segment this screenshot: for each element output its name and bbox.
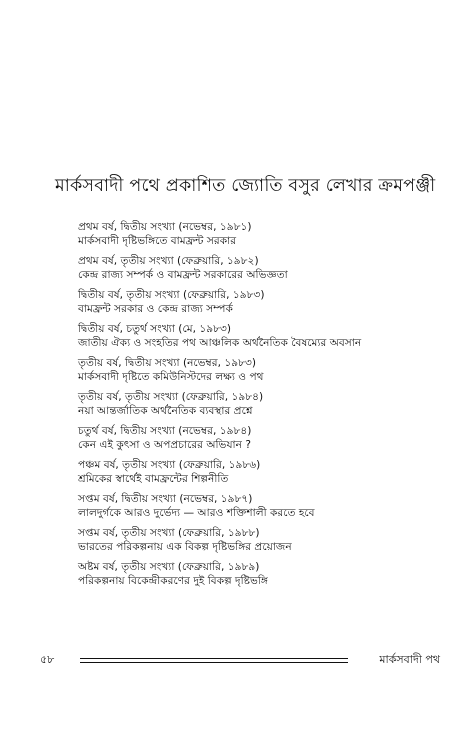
entry-issue: দ্বিতীয় বর্ষ, চতুর্থ সংখ্যা (মে, ১৯৮৩) <box>78 323 231 335</box>
list-item <box>78 356 438 390</box>
entry-title: শ্রমিকের স্বার্থেই বামফ্রন্টের শিল্পনীতি <box>78 473 229 485</box>
list-item <box>78 288 438 322</box>
list-item <box>78 560 438 594</box>
list-item <box>78 424 438 458</box>
list-item <box>78 322 438 356</box>
entry-issue: সপ্তম বর্ষ, তৃতীয় সংখ্যা (ফেব্রুয়ারি, ১৯৮৮) <box>78 527 260 539</box>
bibliography-list <box>78 220 438 594</box>
footer-publication-name: মার্কসবাদী পথ <box>379 653 440 666</box>
entry-title: জাতীয় ঐক্য ও সংহতির পথ আঞ্চলিক অর্থনৈতিক বৈষম্যের অবসান <box>78 337 362 349</box>
entry-title: পরিকল্পনায় বিকেন্দ্রীকরণের দুই বিকল্প দৃষ্টিভঙ্গি <box>78 575 268 587</box>
footer-rule <box>80 658 348 663</box>
list-item <box>78 254 438 288</box>
entry-title: লালদুর্গকে আরও দুর্ভেদ্য — আরও শক্তিশালী করতে হবে <box>78 507 315 519</box>
entry-issue: অষ্টম বর্ষ, তৃতীয় সংখ্যা (ফেব্রুয়ারি, ১৯৮৯) <box>78 561 260 573</box>
entry-issue: প্রথম বর্ষ, দ্বিতীয় সংখ্যা (নভেম্বর, ১৯৮১) <box>78 221 252 233</box>
entry-title: মার্কসবাদী দৃষ্টিতে কমিউনিস্টদের লক্ষ্য ও পথ <box>78 371 264 383</box>
entry-title: কেন্দ্র রাজ্য সম্পর্ক ও বামফ্রন্ট সরকারের অভিজ্ঞতা <box>78 269 288 281</box>
entry-issue: সপ্তম বর্ষ, দ্বিতীয় সংখ্যা (নভেম্বর, ১৯৮৭) <box>78 493 253 505</box>
entry-issue: দ্বিতীয় বর্ষ, তৃতীয় সংখ্যা (ফেব্রুয়ারি, ১৯৮৩) <box>78 289 265 301</box>
entry-issue: তৃতীয় বর্ষ, তৃতীয় সংখ্যা (ফেব্রুয়ারি, ১৯৮৪) <box>78 391 264 403</box>
list-item <box>78 492 438 526</box>
entry-title: নয়া আন্তর্জাতিক অর্থনৈতিক ব্যবস্থার প্রশ্নে <box>78 405 253 417</box>
entry-title: মার্কসবাদী দৃষ্টিভঙ্গিতে বামফ্রন্ট সরকার <box>78 235 237 247</box>
list-item <box>78 526 438 560</box>
page-number: ৫৮ <box>40 653 55 666</box>
list-item <box>78 390 438 424</box>
list-item <box>78 458 438 492</box>
entry-title: ভারতের পরিকল্পনায় এক বিকল্প দৃষ্টিভঙ্গির প্রয়োজন <box>78 541 292 553</box>
page-title: মার্কসবাদী পথে প্রকাশিত জ্যোতি বসুর লেখার ক্রমপঞ্জী <box>55 176 436 196</box>
entry-issue: চতুর্থ বর্ষ, দ্বিতীয় সংখ্যা (নভেম্বর, ১৯৮৪) <box>78 425 252 437</box>
entry-issue: প্রথম বর্ষ, তৃতীয় সংখ্যা (ফেব্রুয়ারি, ১৯৮২) <box>78 255 259 267</box>
entry-title: কেন এই কুৎসা ও অপপ্রচারের অভিযান ? <box>78 439 251 451</box>
page-footer <box>40 651 440 669</box>
list-item <box>78 220 438 254</box>
entry-issue: পঞ্চম বর্ষ, তৃতীয় সংখ্যা (ফেব্রুয়ারি, ১৯৮৬) <box>78 459 261 471</box>
entry-title: বামফ্রন্ট সরকার ও কেন্দ্র রাজ্য সম্পর্ক <box>78 303 233 315</box>
entry-issue: তৃতীয় বর্ষ, দ্বিতীয় সংখ্যা (নভেম্বর, ১৯৮৩) <box>78 357 257 369</box>
